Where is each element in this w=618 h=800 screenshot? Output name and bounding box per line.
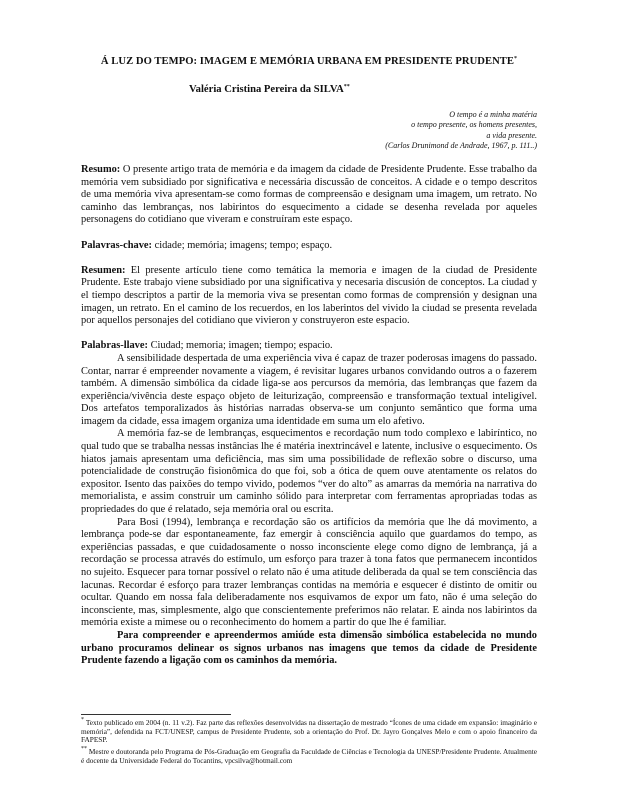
footnote-text: Mestre e doutoranda pelo Programa de Pós-Graduação em Geografia da Faculdade de Ciências e Tecnologia da UNESP/Presidente Prudente. Atualmente é docente da Universidade Federal do Tocantins, vpcsilva@hotmail.com xyxy=(81,747,537,765)
author-line xyxy=(189,84,350,95)
abstract-es-text: El presente artículo tiene como temática la memoria e imagen de la ciudad de Presidente Prudente. Este trabajo viene subsidiado por una significativa y necesaria discusión de conceptos. La ciudad y el tiempo descriptos a partir de la memoria viva se presentan como formas de comprensión y designan una imagen, un retrato. En el camino de los recuerdos, en los laberintos del vivido la ciudad se presenta revelada por aquellos personajes del cotidiano que vivieron y construyeron este espacio. xyxy=(81,264,537,327)
body-paragraph: A memória faz-se de lembranças, esquecimentos e recordação num todo complexo e labiríntico, no qual tudo que se trabalha nessas instâncias lhe é matéria inextrincável e latente, inclusive o esquecimento. Os hiatos jamais apresentam uma deficiência, mas sim uma possibilidade de reflexão sobre o discurso, uma potencialidade de construção fisionômica do que foi, sob a ótica de quem ouve atentamente os relatos do expositor. Isento das paixões do tempo vivido, podemos “ver do alto” as amarras da memória na narrativa do memorialista, e assim construir um caminho sólido para interpretar com ferramentas apropriadas todas as propriedades do que é relatado, seja memória oral ou escrita. xyxy=(81,428,537,516)
keywords-es-label: Palabras-llave: xyxy=(81,340,148,352)
keywords-pt xyxy=(81,240,537,253)
keywords-pt-text: cidade; memória; imagens; tempo; espaço. xyxy=(154,239,333,251)
footnotes xyxy=(81,719,537,769)
abstract-pt-label: Resumo: xyxy=(81,164,121,175)
abstract-es-label: Resumen: xyxy=(81,264,126,276)
footnote xyxy=(81,719,537,745)
body-paragraph: Para Bosi (1994), lembrança e recordação são os artifícios da memória que lhe dá movimento, a lembrança pode-se dar espontaneamente, faz emergir à consciência aquilo que guardamos do tempo, as experiências passadas, e que cuidadosamente o nosso inconsciente elege como digno de lembrança, já a recordação se processa através do estímulo, um esforço para trazer à tona fatos que permanecem incontidos no sujeito. Esquecer para tornar possível o relato não é uma atitude deliberada da qual se tem consciência das lacunas. Recordar é esforço para trazer lembranças contidas na memória e esquecer é distinto de omitir ou ocultar. Quando em nossa fala deliberadamente nos esquivamos de expor um fato, não é uma seleção do inconsciente, mas, simplesmente, algo que conscientemente preferimos não relatar. E ainda nos labirintos da memória existe a mimese ou o reconhecimento do homem a partir do que lhe é familiar. xyxy=(81,516,537,629)
epigraph-line: O tempo é a minha matéria xyxy=(449,110,537,119)
abstract-pt-text: O presente artigo trata de memória e da imagem da cidade de Presidente Prudente. Esse trabalho da memória vem subsidiado por significativa e necessária discussão de conceitos. A cidade e o tempo descritos de uma memória viva apresentam-se como formas de compreensão e designam uma imagem, um retrato. No caminho das lembranças, nos labirintos do esquecimento a cidade se desenha revelada por aqueles personagens do cotidiano que viveram e construíram este espaço. xyxy=(81,164,537,226)
footnote-text: Texto publicado em 2004 (n. 11 v.2). Faz parte das reflexões desenvolvidas na dissertação de mestrado “Ícones de uma cidade em expansão: imaginário e memória”, defendida na FCT/UNESP, campus de Presidente Prudente, sob a orientação do Prof. Dr. Jayro Gonçalves Melo e com o apoio financeiro da FAPESP. xyxy=(81,718,537,745)
article-body xyxy=(81,164,537,668)
abstract-pt xyxy=(81,164,537,227)
body-paragraph: Para compreender e apreendermos amiúde esta dimensão simbólica estabelecida no mundo urbano procuramos delinear os signos urbanos nas imagens que temos da cidade de Presidente Prudente fazendo a ligação com os caminhos da memória. xyxy=(81,629,537,667)
epigraph xyxy=(385,110,537,152)
keywords-pt-label: Palavras-chave: xyxy=(81,239,152,251)
footnote-separator xyxy=(81,714,231,715)
footnote-mark: ** xyxy=(81,746,87,753)
epigraph-citation: (Carlos Drunimond de Andrade, 1967, p. 111..) xyxy=(385,141,537,151)
paper-title xyxy=(0,56,618,67)
keywords-es-text: Ciudad; memoria; imagen; tiempo; espacio. xyxy=(150,340,333,352)
body-paragraph: A sensibilidade despertada de uma experiência viva é capaz de trazer poderosas imagens do passado. Contar, narrar é empreender novamente a viagem, é revisitar lugares urbanos convidando outros a o fazerem também. A dimensão simbólica da cidade liga-se aos percursos da memória, das lembranças que fazem da experiência/vivência deste espaço objeto de leiturização, compreensão e transformação textual inteligível. Dos artefatos temporalizados às histórias narradas observa-se um conjunto semântico que forma uma imagem da cidade, essa imagem organiza uma identidade em suma um elo afetivo. xyxy=(81,352,537,427)
title-footnote-mark: * xyxy=(514,56,518,62)
abstract-es xyxy=(81,265,537,328)
footnote xyxy=(81,748,537,765)
footnote-mark: * xyxy=(81,717,84,723)
keywords-es xyxy=(81,340,537,353)
author-footnote-mark: ** xyxy=(343,84,350,90)
paper-title-text: Á LUZ DO TEMPO: IMAGEM E MEMÓRIA URBANA EM PRESIDENTE PRUDENTE xyxy=(100,56,515,67)
author-name: Valéria Cristina Pereira da SILVA xyxy=(189,84,344,95)
epigraph-line: o tempo presente, os homens presentes, xyxy=(411,120,537,130)
epigraph-line: a vida presente. xyxy=(486,130,537,140)
